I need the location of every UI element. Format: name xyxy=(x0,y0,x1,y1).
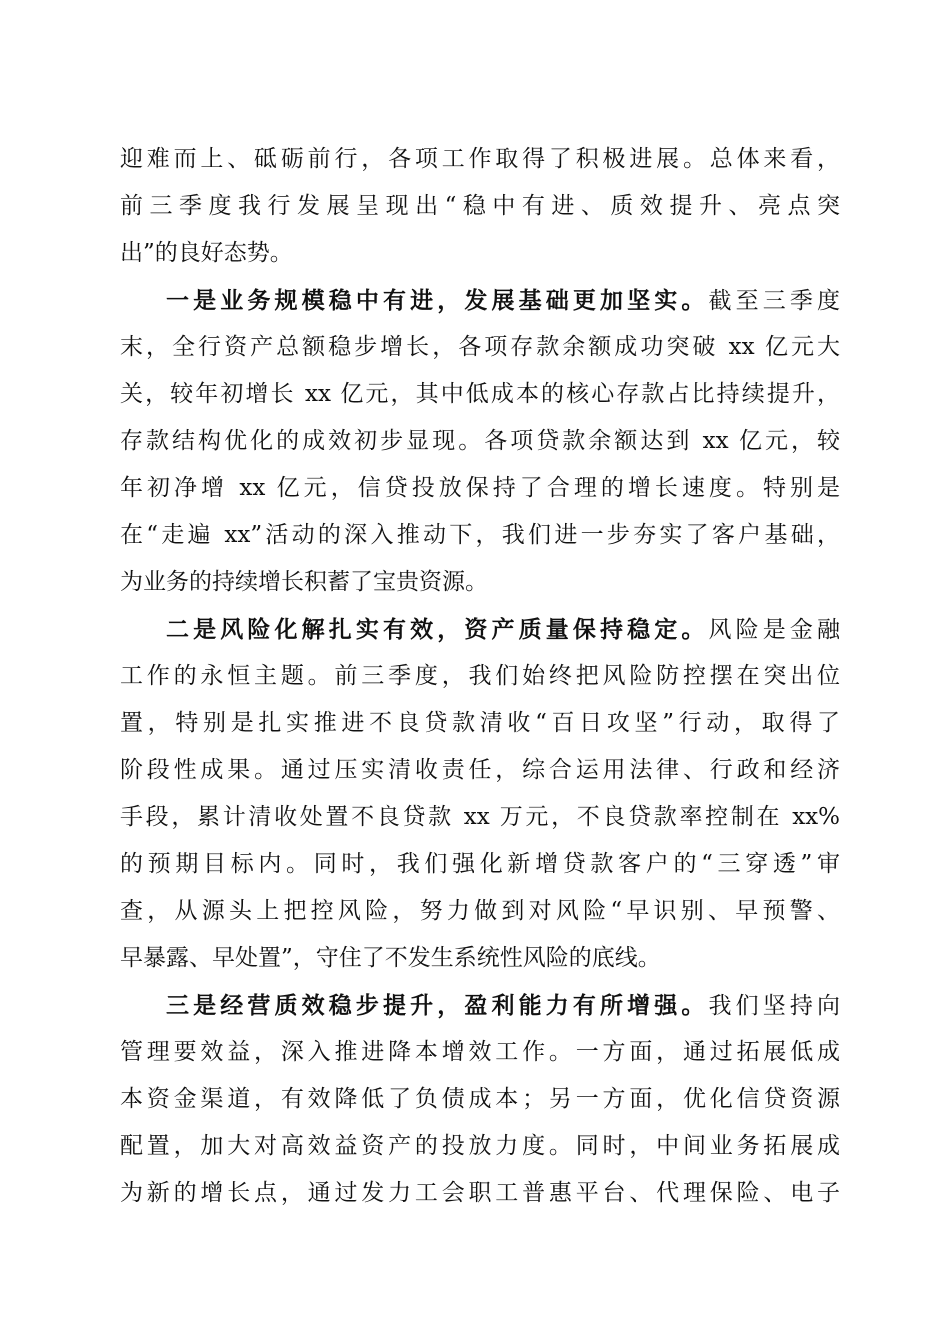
paragraph-3-line-2: 工作的永恒主题。前三季度，我们始终把风险防控摆在突出位 xyxy=(120,663,840,689)
paragraph-2-line-1-text: 截至三季度 xyxy=(708,288,840,314)
paragraph-3-heading: 二是风险化解扎实有效，资产质量保持稳定。 xyxy=(166,616,709,643)
paragraph-4-line-4: 配置，加大对高效益资产的投放力度。同时，中间业务拓展成 xyxy=(120,1133,840,1159)
paragraph-3-line-5: 手段，累计清收处置不良贷款 xx 万元，不良贷款率控制在 xx% xyxy=(120,804,840,830)
paragraph-1-line-1: 迎难而上、砥砺前行，各项工作取得了积极进展。总体来看， xyxy=(120,146,840,172)
paragraph-2-line-6: 在“走遍 xx”活动的深入推动下，我们进一步夯实了客户基础， xyxy=(120,522,840,548)
paragraph-1-line-2: 前三季度我行发展呈现出“稳中有进、质效提升、亮点突 xyxy=(120,193,840,219)
paragraph-3-line-8: 早暴露、早处置”，守住了不发生系统性风险的底线。 xyxy=(120,945,661,971)
paragraph-3-line-7: 查，从源头上把控风险，努力做到对风险“早识别、早预警、 xyxy=(120,898,840,924)
paragraph-3-line-6: 的预期目标内。同时，我们强化新增贷款客户的“三穿透”审 xyxy=(120,851,840,877)
paragraph-1-line-3: 出”的良好态势。 xyxy=(120,240,293,266)
paragraph-4-heading: 三是经营质效稳步提升，盈利能力有所增强。 xyxy=(166,992,709,1019)
paragraph-3-line-1 xyxy=(120,606,840,653)
paragraph-2-line-5: 年初净增 xx 亿元，信贷投放保持了合理的增长速度。特别是 xyxy=(120,475,840,501)
paragraph-2-line-1 xyxy=(120,277,840,324)
document-body xyxy=(120,136,840,1217)
paragraph-4-line-5: 为新的增长点，通过发力工会职工普惠平台、代理保险、电子 xyxy=(120,1180,840,1206)
paragraph-2-line-7: 为业务的持续增长积蓄了宝贵资源。 xyxy=(120,569,488,595)
paragraph-2-line-2: 末，全行资产总额稳步增长，各项存款余额成功突破 xx 亿元大 xyxy=(120,334,840,360)
paragraph-4-line-3: 本资金渠道，有效降低了负债成本；另一方面，优化信贷资源 xyxy=(120,1086,840,1112)
paragraph-4-line-2: 管理要效益，深入推进降本增效工作。一方面，通过拓展低成 xyxy=(120,1039,840,1065)
paragraph-4-line-1-text: 我们坚持向 xyxy=(708,993,840,1019)
paragraph-3-line-4: 阶段性成果。通过压实清收责任，综合运用法律、行政和经济 xyxy=(120,757,840,783)
paragraph-2-line-4: 存款结构优化的成效初步显现。各项贷款余额达到 xx 亿元，较 xyxy=(120,428,840,454)
paragraph-4-line-1 xyxy=(120,982,840,1029)
paragraph-3-line-1-text: 风险是金融 xyxy=(708,617,840,643)
paragraph-2-line-3: 关，较年初增长 xx 亿元，其中低成本的核心存款占比持续提升， xyxy=(120,381,840,407)
paragraph-2-heading: 一是业务规模稳中有进，发展基础更加坚实。 xyxy=(166,287,709,314)
paragraph-3-line-3: 置，特别是扎实推进不良贷款清收“百日攻坚”行动，取得了 xyxy=(120,710,840,736)
